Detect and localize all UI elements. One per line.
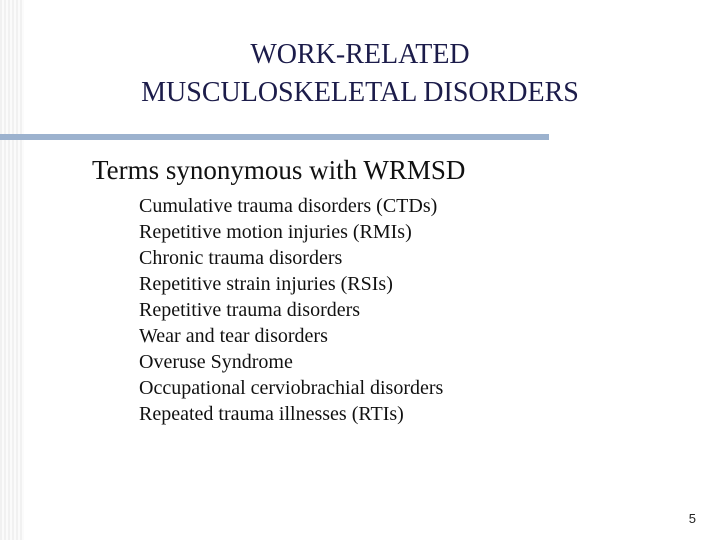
list-item: Cumulative trauma disorders (CTDs) [139,195,438,217]
list-item: Overuse Syndrome [139,351,293,373]
list-item: Chronic trauma disorders [139,247,343,269]
title-divider [0,134,549,140]
slide-title-line-1: WORK-RELATED [250,39,470,70]
synonym-list [139,193,443,427]
list-item: Repetitive trauma disorders [139,299,361,321]
list-item: Wear and tear disorders [139,325,328,347]
slide-title-line-2: MUSCULOSKELETAL DISORDERS [141,77,579,108]
list-item: Occupational cerviobrachial disorders [139,377,444,399]
list-item: Repetitive motion injuries (RMIs) [139,221,412,243]
list-item: Repetitive strain injuries (RSIs) [139,273,393,295]
list-item: Repeated trauma illnesses (RTIs) [139,403,404,425]
decorative-stripes [0,0,24,540]
slide-number: 5 [688,511,696,526]
slide-title [80,36,640,112]
subheading: Terms synonymous with WRMSD [92,155,466,185]
